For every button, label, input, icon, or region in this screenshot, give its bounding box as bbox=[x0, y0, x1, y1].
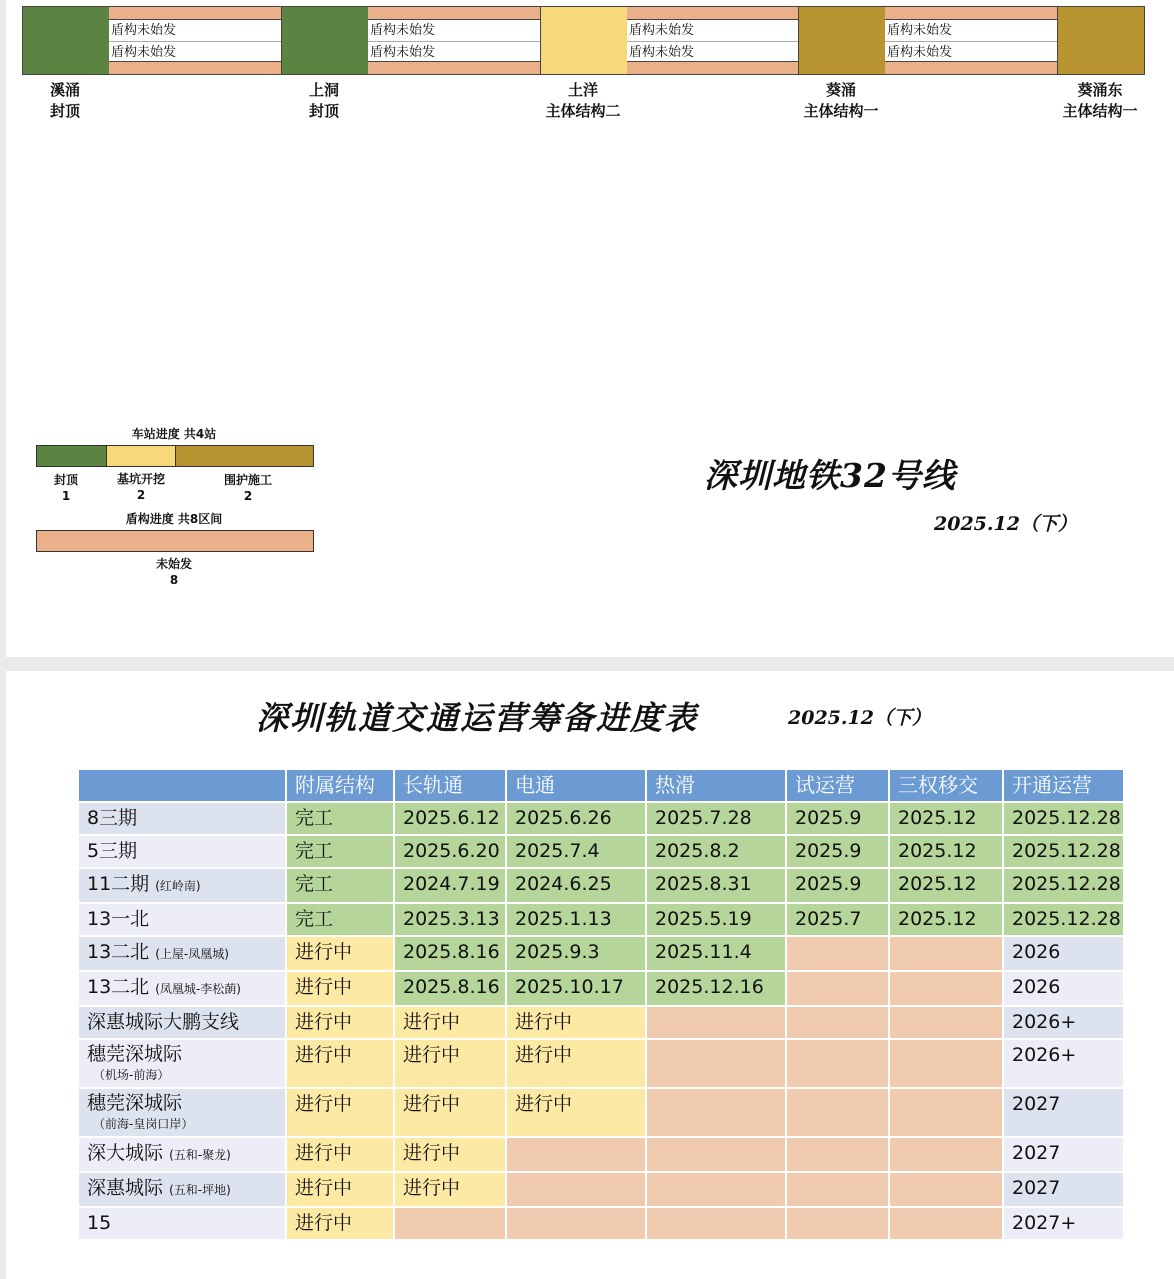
table-row bbox=[78, 1006, 1124, 1039]
milestone-cell: 进行中 bbox=[506, 1088, 646, 1137]
milestone-cell: 2025.1.13 bbox=[506, 903, 646, 936]
station-status: 主体结构一 bbox=[803, 102, 879, 120]
milestone-cell bbox=[786, 1172, 889, 1207]
legend-item-finished bbox=[36, 472, 96, 504]
milestone-cell: 2027 bbox=[1003, 1137, 1124, 1172]
milestone-cell bbox=[394, 1207, 506, 1240]
section-track-status: 盾构未始发 bbox=[111, 45, 177, 60]
milestone-cell bbox=[646, 1137, 786, 1172]
milestone-cell bbox=[646, 1088, 786, 1137]
line-name: 5三期 bbox=[87, 840, 138, 862]
line-name-cell bbox=[78, 1207, 286, 1240]
milestone-cell: 进行中 bbox=[394, 1039, 506, 1088]
milestone-cell: 2025.12.16 bbox=[646, 971, 786, 1006]
station-label-kuiyong bbox=[791, 80, 891, 122]
milestone-cell: 2025.7.28 bbox=[646, 802, 786, 835]
line-name: 深惠城际大鹏支线 bbox=[87, 1011, 240, 1033]
milestone-cell bbox=[646, 1172, 786, 1207]
milestone-cell: 进行中 bbox=[506, 1006, 646, 1039]
section-track-status: 盾构未始发 bbox=[629, 45, 695, 60]
milestone-cell: 2025.7 bbox=[786, 903, 889, 936]
milestone-cell: 2025.6.26 bbox=[506, 802, 646, 835]
section-track-status: 盾构未始发 bbox=[368, 20, 540, 42]
milestone-cell: 完工 bbox=[286, 903, 394, 936]
legend-item-excavation bbox=[106, 471, 176, 503]
table-row bbox=[78, 868, 1124, 903]
milestone-cell: 2025.12 bbox=[889, 802, 1003, 835]
table-row bbox=[78, 1172, 1124, 1207]
section-track-status: 盾构未始发 bbox=[885, 20, 1057, 42]
shield-section-3 bbox=[627, 6, 798, 75]
line-name: 穗莞深城际 bbox=[87, 1043, 183, 1065]
station-block-xiyong bbox=[22, 6, 110, 75]
table-row bbox=[78, 903, 1124, 936]
milestone-cell: 2025.8.2 bbox=[646, 835, 786, 868]
milestone-cell: 2025.5.19 bbox=[646, 903, 786, 936]
milestone-cell: 进行中 bbox=[394, 1172, 506, 1207]
line-name-cell bbox=[78, 868, 286, 903]
station-label-shangdong bbox=[274, 80, 374, 122]
milestone-cell: 进行中 bbox=[394, 1088, 506, 1137]
operation-preparation-panel bbox=[6, 671, 1174, 1279]
milestone-cell: 2025.8.16 bbox=[394, 936, 506, 971]
legend-count: 8 bbox=[169, 573, 179, 587]
line-segment: (红岭南) bbox=[155, 879, 201, 893]
line-32-progress-panel bbox=[6, 0, 1174, 657]
station-label-kuiyongdong bbox=[1050, 80, 1150, 122]
station-status: 主体结构二 bbox=[545, 102, 621, 120]
header-cell: 试运营 bbox=[786, 769, 889, 802]
milestone-cell: 进行中 bbox=[394, 1137, 506, 1172]
milestone-cell: 2026+ bbox=[1003, 1039, 1124, 1088]
section-track-status: 盾构未始发 bbox=[887, 45, 953, 60]
legend-shield-title: 盾构进度 共8区间 bbox=[125, 512, 223, 526]
station-label-tuyang bbox=[533, 80, 633, 122]
station-label-xiyong bbox=[15, 80, 115, 122]
milestone-cell bbox=[506, 1137, 646, 1172]
milestone-cell: 进行中 bbox=[286, 1172, 394, 1207]
milestone-cell: 2024.7.19 bbox=[394, 868, 506, 903]
header-cell: 开通运营 bbox=[1003, 769, 1124, 802]
section-track-status: 盾构未始发 bbox=[109, 20, 281, 42]
milestone-cell: 进行中 bbox=[286, 971, 394, 1006]
station-status: 封顶 bbox=[49, 102, 80, 120]
construction-progress-strip bbox=[22, 6, 1144, 75]
milestone-cell: 进行中 bbox=[286, 936, 394, 971]
table-row bbox=[78, 1039, 1124, 1088]
milestone-cell bbox=[646, 1207, 786, 1240]
line-name: 13二北 bbox=[87, 976, 150, 998]
milestone-cell: 进行中 bbox=[286, 1137, 394, 1172]
station-name: 葵涌 bbox=[825, 81, 856, 99]
legend-label: 基坑开挖 bbox=[116, 472, 165, 486]
legend-station-bar bbox=[36, 445, 314, 467]
table-row bbox=[78, 1137, 1124, 1172]
milestone-cell bbox=[889, 1039, 1003, 1088]
line-segment: (五和-坪地) bbox=[169, 1183, 231, 1197]
milestone-cell: 进行中 bbox=[506, 1039, 646, 1088]
milestone-cell: 2025.12 bbox=[889, 835, 1003, 868]
milestone-cell bbox=[506, 1207, 646, 1240]
milestone-cell bbox=[646, 1006, 786, 1039]
table-date: 2025.12（下） bbox=[788, 707, 931, 729]
line-name: 穗莞深城际 bbox=[87, 1092, 183, 1114]
table-title: 深圳轨道交通运营筹备进度表 bbox=[256, 699, 699, 737]
line-name-cell bbox=[78, 1137, 286, 1172]
milestone-cell bbox=[786, 971, 889, 1006]
milestone-cell: 2025.3.13 bbox=[394, 903, 506, 936]
milestone-cell bbox=[646, 1039, 786, 1088]
station-name: 上洞 bbox=[308, 81, 339, 99]
station-status: 封顶 bbox=[308, 102, 339, 120]
milestone-cell bbox=[889, 1006, 1003, 1039]
table-row bbox=[78, 802, 1124, 835]
milestone-cell: 2025.12 bbox=[889, 868, 1003, 903]
section-track-status: 盾构未始发 bbox=[370, 45, 436, 60]
station-block-kuiyong bbox=[798, 6, 886, 75]
station-block-tuyang bbox=[540, 6, 628, 75]
line-segment: (五和-聚龙) bbox=[169, 1148, 231, 1162]
line-segment: （机场-前海） bbox=[93, 1068, 170, 1082]
header-cell: 热滑 bbox=[646, 769, 786, 802]
milestone-cell: 2025.9.3 bbox=[506, 936, 646, 971]
line-name-cell bbox=[78, 802, 286, 835]
milestone-cell: 2025.12.28 bbox=[1003, 835, 1124, 868]
milestone-cell: 进行中 bbox=[286, 1006, 394, 1039]
legend-count: 1 bbox=[61, 489, 71, 503]
line-segment: （前海-皇岗口岸） bbox=[93, 1117, 194, 1131]
milestone-cell: 2025.10.17 bbox=[506, 971, 646, 1006]
milestone-cell: 2025.6.20 bbox=[394, 835, 506, 868]
line-name: 15 bbox=[87, 1212, 112, 1234]
legend-segment-excavation bbox=[107, 446, 176, 466]
milestone-cell bbox=[786, 1137, 889, 1172]
milestone-cell: 2025.9 bbox=[786, 802, 889, 835]
station-name: 溪涌 bbox=[49, 81, 80, 99]
milestone-cell bbox=[786, 1088, 889, 1137]
milestone-cell bbox=[786, 936, 889, 971]
milestone-cell: 进行中 bbox=[286, 1039, 394, 1088]
line-name-cell bbox=[78, 1039, 286, 1088]
legend-shield-bar bbox=[36, 530, 314, 552]
milestone-cell: 2025.9 bbox=[786, 835, 889, 868]
table-row bbox=[78, 1088, 1124, 1137]
legend-label: 未始发 bbox=[155, 557, 192, 571]
line-name-cell bbox=[78, 1088, 286, 1137]
legend-segment-enclosure bbox=[176, 446, 313, 466]
shield-section-1 bbox=[109, 6, 281, 75]
legend-item-enclosure bbox=[208, 472, 288, 504]
line-name: 深惠城际 bbox=[87, 1177, 164, 1199]
milestone-cell: 2027 bbox=[1003, 1088, 1124, 1137]
milestone-cell: 2026 bbox=[1003, 936, 1124, 971]
table-header-row bbox=[78, 769, 1124, 802]
milestone-cell: 2024.6.25 bbox=[506, 868, 646, 903]
legend-label: 封顶 bbox=[53, 473, 78, 487]
shield-section-4 bbox=[885, 6, 1057, 75]
station-name: 土洋 bbox=[567, 81, 598, 99]
milestone-cell: 进行中 bbox=[286, 1207, 394, 1240]
milestone-cell: 2025.11.4 bbox=[646, 936, 786, 971]
table-row bbox=[78, 835, 1124, 868]
table-row bbox=[78, 971, 1124, 1006]
line-name: 8三期 bbox=[87, 807, 138, 829]
milestone-cell bbox=[889, 1088, 1003, 1137]
station-status: 主体结构一 bbox=[1062, 102, 1138, 120]
milestone-cell bbox=[786, 1039, 889, 1088]
header-cell bbox=[78, 769, 286, 802]
milestone-cell bbox=[889, 1172, 1003, 1207]
milestone-cell: 2025.12.28 bbox=[1003, 802, 1124, 835]
milestone-cell: 2025.8.31 bbox=[646, 868, 786, 903]
line-segment: (上屋-凤凰城) bbox=[155, 947, 229, 961]
table-row bbox=[78, 1207, 1124, 1240]
legend-segment-finished bbox=[37, 446, 107, 466]
legend-count: 2 bbox=[136, 488, 146, 502]
legend-label: 围护施工 bbox=[223, 473, 272, 487]
line-name-cell bbox=[78, 1006, 286, 1039]
milestone-cell: 2025.6.12 bbox=[394, 802, 506, 835]
milestone-cell bbox=[889, 1137, 1003, 1172]
line-name-cell bbox=[78, 1172, 286, 1207]
milestone-cell: 2025.12.28 bbox=[1003, 903, 1124, 936]
milestone-cell bbox=[889, 936, 1003, 971]
line-name: 深大城际 bbox=[87, 1142, 164, 1164]
table-row bbox=[78, 936, 1124, 971]
milestone-cell: 进行中 bbox=[394, 1006, 506, 1039]
poster-date: 2025.12（下） bbox=[934, 513, 1077, 535]
milestone-cell bbox=[506, 1172, 646, 1207]
line-name-cell bbox=[78, 936, 286, 971]
legend-count: 2 bbox=[243, 489, 253, 503]
line-name: 13一北 bbox=[87, 908, 150, 930]
legend-item-not-started bbox=[134, 556, 214, 588]
milestone-cell: 完工 bbox=[286, 868, 394, 903]
line-name-cell bbox=[78, 971, 286, 1006]
milestone-cell: 2025.12.28 bbox=[1003, 868, 1124, 903]
line-segment: (凤凰城-李松蓢) bbox=[155, 982, 241, 996]
milestone-cell bbox=[786, 1207, 889, 1240]
header-cell: 电通 bbox=[506, 769, 646, 802]
milestone-cell bbox=[889, 1207, 1003, 1240]
header-cell: 长轨通 bbox=[394, 769, 506, 802]
line-name-cell bbox=[78, 835, 286, 868]
milestone-cell: 2026 bbox=[1003, 971, 1124, 1006]
line-name: 13二北 bbox=[87, 941, 150, 963]
station-block-kuiyongdong bbox=[1057, 6, 1145, 75]
header-cell: 三权移交 bbox=[889, 769, 1003, 802]
milestone-cell: 2025.7.4 bbox=[506, 835, 646, 868]
header-cell: 附属结构 bbox=[286, 769, 394, 802]
line-name: 11二期 bbox=[87, 873, 150, 895]
milestone-cell: 完工 bbox=[286, 802, 394, 835]
milestone-cell: 2027 bbox=[1003, 1172, 1124, 1207]
legend-station-title: 车站进度 共4站 bbox=[131, 427, 217, 441]
station-block-shangdong bbox=[281, 6, 369, 75]
milestone-cell: 2027+ bbox=[1003, 1207, 1124, 1240]
milestone-cell bbox=[889, 971, 1003, 1006]
line-name-cell bbox=[78, 903, 286, 936]
poster-title: 深圳地铁32号线 bbox=[704, 456, 956, 495]
milestone-cell: 进行中 bbox=[286, 1088, 394, 1137]
section-track-status: 盾构未始发 bbox=[627, 20, 798, 42]
milestone-cell: 2026+ bbox=[1003, 1006, 1124, 1039]
milestone-cell: 2025.9 bbox=[786, 868, 889, 903]
milestone-cell: 2025.8.16 bbox=[394, 971, 506, 1006]
shield-section-2 bbox=[368, 6, 540, 75]
milestone-cell: 2025.12 bbox=[889, 903, 1003, 936]
milestone-cell: 完工 bbox=[286, 835, 394, 868]
milestone-cell bbox=[786, 1006, 889, 1039]
station-name: 葵涌东 bbox=[1077, 81, 1123, 99]
progress-table bbox=[77, 768, 1125, 1241]
